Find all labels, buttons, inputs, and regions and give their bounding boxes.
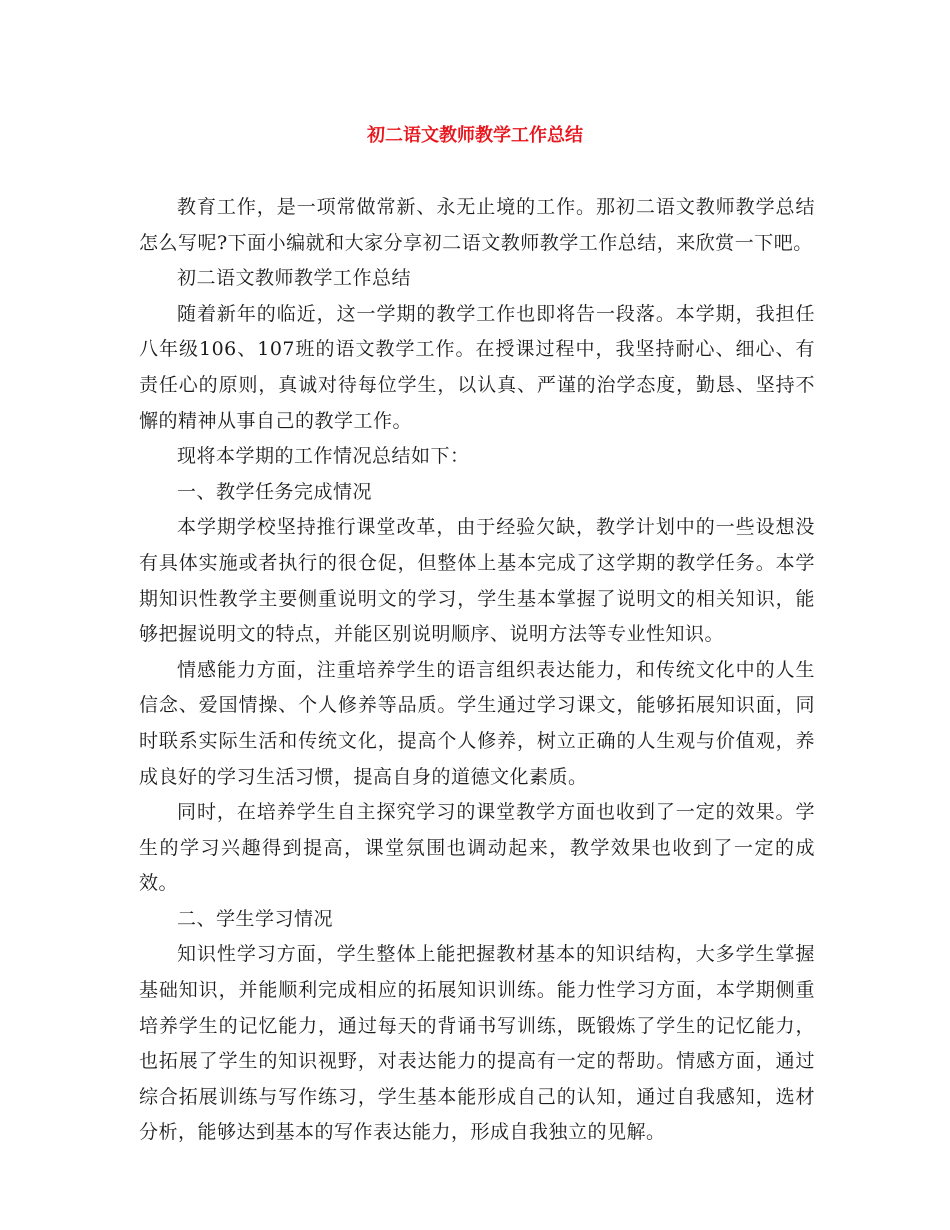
paragraph-summary-lead: 现将本学期的工作情况总结如下： [177, 445, 470, 468]
document-body [139, 190, 815, 1151]
paragraph-opening: 随着新年的临近，这一学期的教学工作也即将告一段落。本学期，我担任八年级106、107班的语文教学工作。在授课过程中，我坚持耐心、细心、有责任心的原则，真诚对待每位学生，以认真、严谨的治学态度，勤恳、坚持不懈的精神从事自己的教学工作。 [139, 302, 815, 432]
document-title: 初二语文教师教学工作总结 [367, 125, 583, 146]
paragraph-inquiry-learning: 同时，在培养学生自主探究学习的课堂教学方面也收到了一定的效果。学生的学习兴趣得到提高，课堂氛围也调动起来，教学效果也收到了一定的成效。 [139, 801, 815, 895]
section-heading-2: 二、学生学习情况 [177, 907, 334, 930]
section-heading-1: 一、教学任务完成情况 [177, 480, 373, 503]
paragraph-emotional-ability: 情感能力方面，注重培养学生的语言组织表达能力，和传统文化中的人生信念、爱国情操、个人修养等品质。学生通过学习课文，能够拓展知识面，同时联系实际生活和传统文化，提高个人修养，树立正确的人生观与价值观，养成良好的学习生活习惯，提高自身的道德文化素质。 [139, 658, 815, 788]
paragraph-student-learning: 知识性学习方面，学生整体上能把握教材基本的知识结构，大多学生掌握基础知识，并能顺利完成相应的拓展知识训练。能力性学习方面，本学期侧重培养学生的记忆能力，通过每天的背诵书写训练，既锻炼了学生的记忆能力，也拓展了学生的知识视野，对表达能力的提高有一定的帮助。情感方面，通过综合拓展训练与写作练习，学生基本能形成自己的认知，通过自我感知，选材分析，能够达到基本的写作表达能力，形成自我独立的见解。 [139, 943, 815, 1144]
paragraph-task-completion: 本学期学校坚持推行课堂改革，由于经验欠缺，教学计划中的一些设想没有具体实施或者执行的很仓促，但整体上基本完成了这学期的教学任务。本学期知识性教学主要侧重说明文的学习，学生基本掌握了说明文的相关知识，能够把握说明文的特点，并能区别说明顺序、说明方法等专业性知识。 [139, 516, 815, 646]
paragraph-intro: 教育工作，是一项常做常新、永无止境的工作。那初二语文教师教学总结怎么写呢?下面小编就和大家分享初二语文教师教学工作总结，来欣赏一下吧。 [139, 196, 815, 254]
paragraph-subtitle: 初二语文教师教学工作总结 [177, 267, 412, 290]
